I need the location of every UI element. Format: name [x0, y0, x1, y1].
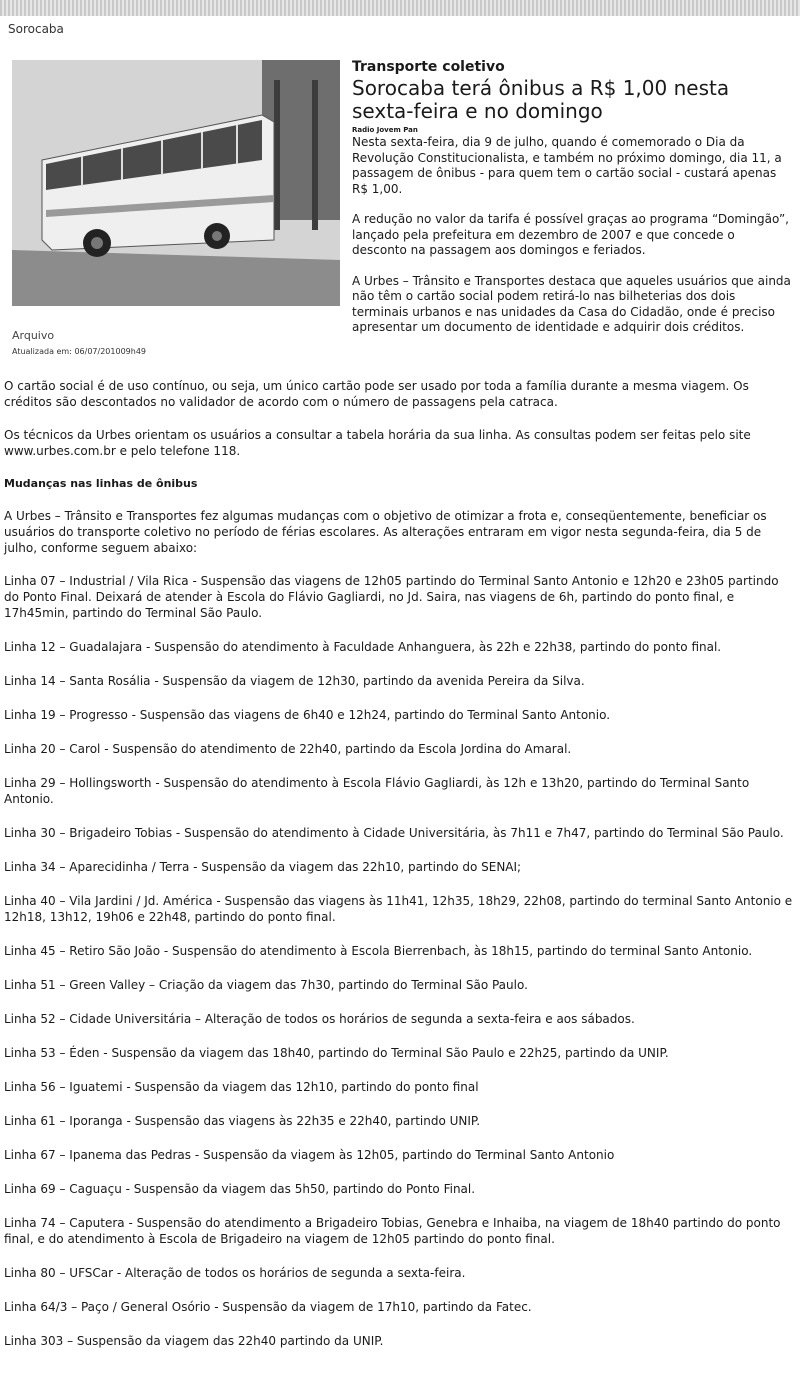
body-paragraph: Os técnicos da Urbes orientam os usuários a consultar a tabela horária da sua linha. As consultas podem ser feitas pelo site www.urbes.com.br e pelo telefone 118.	[4, 428, 751, 458]
article-header	[352, 58, 792, 351]
photo-caption: Arquivo	[12, 329, 55, 342]
updated-timestamp: Atualizada em: 06/07/201009h49	[12, 347, 147, 356]
bus-line-item: Linha 45 – Retiro São João - Suspensão do atendimento à Escola Bierrenbach, às 18h15, partindo do terminal Santo Antonio.	[4, 944, 753, 958]
bus-line-item: Linha 67 – Ipanema das Pedras - Suspensão da viagem às 12h05, partindo do Terminal Santo Antonio	[4, 1148, 615, 1162]
bus-line-item: Linha 07 – Industrial / Vila Rica - Suspensão das viagens de 12h05 partindo do Terminal Santo Antonio e 12h20 e 23h05 partindo do Ponto Final. Deixará de atender à Escola do Flávio Gagliardi, no Jd. Saira, nas viagens de 6h, partindo do ponto final, e 17h45min, partindo do Terminal São Paulo.	[4, 574, 779, 620]
bus-line-item: Linha 64/3 – Paço / General Osório - Suspensão da viagem de 17h10, partindo da Fatec.	[4, 1300, 532, 1314]
lead-paragraph: Nesta sexta-feira, dia 9 de julho, quando é comemorado o Dia da Revolução Constitucionalista, e também no próximo domingo, dia 11, a passagem de ônibus - para quem tem o cartão social - custará apenas R$ 1,00.	[352, 135, 782, 196]
section-label: Sorocaba	[8, 22, 64, 36]
bus-line-item: Linha 53 – Éden - Suspensão da viagem das 18h40, partindo do Terminal São Paulo e 22h25, partindo da UNIP.	[4, 1046, 669, 1060]
bus-line-item: Linha 69 – Caguaçu - Suspensão da viagem das 5h50, partindo do Ponto Final.	[4, 1182, 476, 1196]
bus-line-item: Linha 19 – Progresso - Suspensão das viagens de 6h40 e 12h24, partindo do Terminal Santo Antonio.	[4, 708, 611, 722]
article-lead	[352, 135, 792, 336]
lead-paragraph: A Urbes – Trânsito e Transportes destaca que aqueles usuários que ainda não têm o cartão social podem retirá-lo nas bilheterias dos dois terminais urbanos e nas unidades da Casa do Cidadão, onde é preciso apresentar um documento de identidade e adquirir dois créditos.	[352, 273, 791, 334]
bus-line-item: Linha 74 – Caputera - Suspensão do atendimento a Brigadeiro Tobias, Genebra e Inhaiba, na viagem de 18h40 partindo do ponto final, e do atendimento à Escola de Brigadeiro na viagem de 12h05 partindo do ponto final.	[4, 1216, 781, 1246]
bus-illustration	[12, 60, 340, 306]
bus-line-item: Linha 34 – Aparecidinha / Terra - Suspensão da viagem das 22h10, partindo do SENAI;	[4, 860, 522, 874]
article-title: Sorocaba terá ônibus a R$ 1,00 nesta sexta-feira e no domingo	[352, 76, 730, 123]
bus-line-item: Linha 51 – Green Valley – Criação da viagem das 7h30, partindo do Terminal São Paulo.	[4, 978, 528, 992]
article-body	[4, 378, 794, 1367]
article-kicker: Transporte coletivo	[352, 59, 505, 75]
top-bar	[0, 0, 800, 16]
bus-line-item: Linha 40 – Vila Jardini / Jd. América - Suspensão das viagens às 11h41, 12h35, 18h29, 22h08, partindo do terminal Santo Antonio e 12h18, 13h12, 19h06 e 22h48, partindo do ponto final.	[4, 894, 793, 924]
bus-line-item: Linha 29 – Hollingsworth - Suspensão do atendimento à Escola Flávio Gagliardi, às 12h e 13h20, partindo do Terminal Santo Antonio.	[4, 776, 750, 806]
intro-paragraph: A Urbes – Trânsito e Transportes fez algumas mudanças com o objetivo de otimizar a frota e, conseqüentemente, beneficiar os usuários do transporte coletivo no período de férias escolares. As alterações entraram em vigor nesta segunda-feira, dia 5 de julho, conforme seguem abaixo:	[4, 509, 767, 555]
bus-line-item: Linha 14 – Santa Rosália - Suspensão da viagem de 12h30, partindo da avenida Pereira da Silva.	[4, 674, 585, 688]
body-paragraph: O cartão social é de uso contínuo, ou seja, um único cartão pode ser usado por toda a família durante a mesma viagem. Os créditos são descontados no validador de acordo com o número de passagens pela catraca.	[4, 379, 749, 409]
bus-line-item: Linha 20 – Carol - Suspensão do atendimento de 22h40, partindo da Escola Jordina do Amaral.	[4, 742, 572, 756]
article-source: Radio Jovem Pan	[352, 126, 418, 134]
bus-line-item: Linha 56 – Iguatemi - Suspensão da viagem das 12h10, partindo do ponto final	[4, 1080, 479, 1094]
lead-paragraph: A redução no valor da tarifa é possível graças ao programa “Domingão”, lançado pela prefeitura em dezembro de 2007 e que concede o desconto na passagem aos domingos e feriados.	[352, 212, 789, 257]
bus-line-item: Linha 52 – Cidade Universitária – Alteração de todos os horários de segunda a sexta-feira e aos sábados.	[4, 1012, 635, 1026]
bus-line-item: Linha 61 – Iporanga - Suspensão das viagens às 22h35 e 22h40, partindo UNIP.	[4, 1114, 481, 1128]
bus-line-item: Linha 12 – Guadalajara - Suspensão do atendimento à Faculdade Anhanguera, às 22h e 22h38, partindo do ponto final.	[4, 640, 722, 654]
bus-photo	[12, 60, 340, 306]
bus-line-item: Linha 80 – UFSCar - Alteração de todos os horários de segunda a sexta-feira.	[4, 1266, 466, 1280]
section-subheading: Mudanças nas linhas de ônibus	[4, 477, 198, 490]
bus-line-item: Linha 303 – Suspensão da viagem das 22h40 partindo da UNIP.	[4, 1334, 384, 1348]
bus-line-item: Linha 30 – Brigadeiro Tobias - Suspensão do atendimento à Cidade Universitária, às 7h11 e 7h47, partindo do Terminal São Paulo.	[4, 826, 784, 840]
